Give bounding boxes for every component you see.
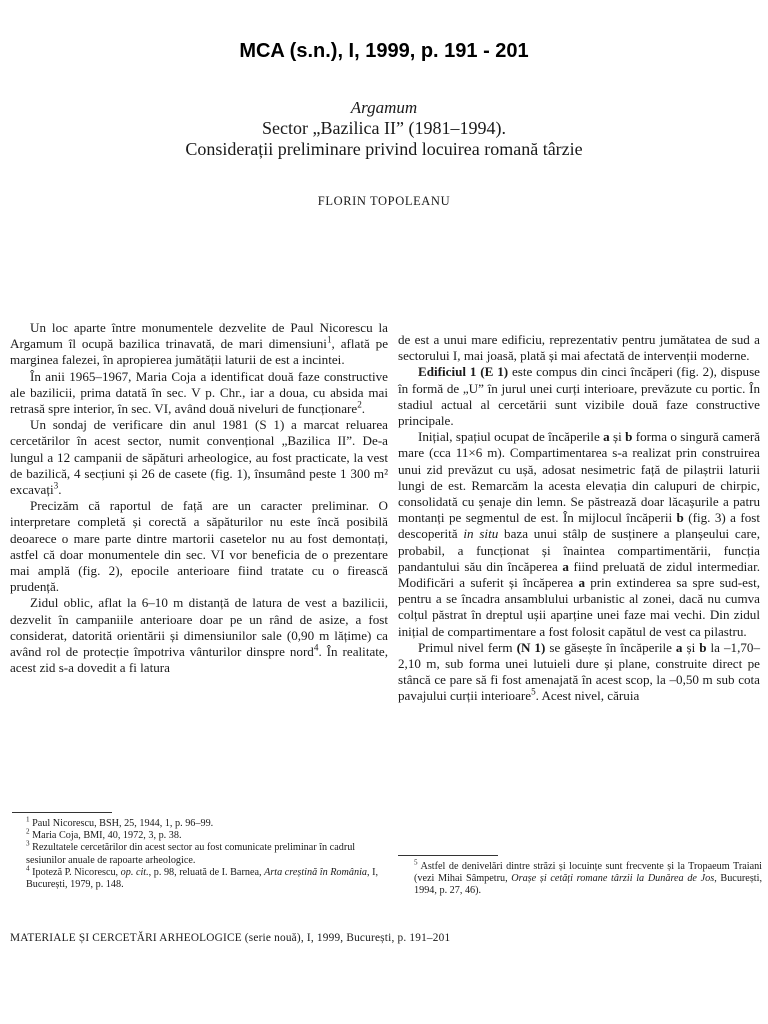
right-column bbox=[398, 332, 760, 705]
footnotes-left bbox=[12, 815, 382, 891]
footnote: $^2$ Maria Coja, BMI, 40, 1972, 3, p. 38. bbox=[26, 827, 182, 842]
paragraph: Precizăm că raportul de față are un caracter preliminar. O interpretare completă și corectă a săpăturilor nu este încă posibilă deoarece o mare parte dintre martorii casetelor nu au fost demontați, astfel că doar monumentele din sec. VI vor beneficia de o prezentare mai amplă (fig. 2), epocile anterioare fiind tratate cu o firească prudență. bbox=[10, 498, 388, 595]
footnote-divider bbox=[12, 812, 112, 813]
paragraph: Primul nivel ferm (N 1) se găsește în încăperile a și b la –1,70–2,10 m, sub forma unei lutuieli dure și plane, construite direct pe stâncă ce pare să fi fost amenajată în acest scop, la –0,50 m sub cota pavajului curții interioare$^5$. Acest nivel, căruia bbox=[398, 639, 761, 704]
article-sector-title: Sector „Bazilica II” (1981–1994). bbox=[262, 118, 506, 138]
article-subtitle: Considerații preliminare privind locuirea romană târzie bbox=[185, 139, 583, 159]
edifice-label: Edificiul 1 (E 1) bbox=[418, 364, 509, 380]
footnote: $^3$ Rezultatele cercetărilor din acest sector au fost comunicate preliminar în cadrul sesiunilor anuale de rapoarte arheologice. bbox=[26, 840, 356, 866]
article-site-title: Argamum bbox=[350, 98, 418, 117]
footnote-ref[interactable]: 4 bbox=[313, 642, 319, 653]
article-title-block bbox=[0, 98, 768, 160]
journal-footer: MATERIALE ȘI CERCETĂRI ARHEOLOGICE (serie nouă), I, 1999, București, p. 191–201 bbox=[10, 932, 451, 944]
paragraph: de est a unui mare edificiu, reprezentativ pentru jumătatea de sud a sectorului I, mai joasă, plată și mai afectată de intervenții moderne. bbox=[398, 332, 760, 364]
footnote: $^5$ Astfel de denivelări dintre străzi și locuințe sunt frecvente și la Tropaeum Traiani (vezi Mihai Sâmpetru, Orașe și cetăți romane târzii la Dunărea de Jos, București, 1994, p. 27, 46). bbox=[414, 858, 763, 897]
citation-header: MCA (s.n.), I, 1999, p. 191 - 201 bbox=[239, 40, 529, 62]
paragraph: Zidul oblic, aflat la 6–10 m distanță de latura de vest a bazilicii, dezvelit în campaniile anterioare doar pe un rând de asize, a fost considerat, datorită orientării și dimensiunilor sale (0,90 m lățime) ca având rol de protecție împotriva vânturilor dinspre nord$^4$. În realitate, acest zid s-a dovedit a fi latura bbox=[10, 595, 388, 676]
footnote-ref[interactable]: 3 bbox=[53, 480, 59, 491]
footnote-divider bbox=[398, 855, 498, 856]
paragraph: Edificiul 1 (E 1) este compus din cinci încăperi (fig. 2), dispuse în formă de „U” în jurul unei curți interioare, prevăzute cu portic. În stadiul actual al cercetării sunt vizibile două faze constructive principale. bbox=[398, 364, 760, 429]
footnote-ref[interactable]: 5 bbox=[531, 687, 536, 698]
footnote: $^4$ Ipoteză P. Nicorescu, op. cit., p. 98, reluată de I. Barnea, Arta creștină în România, I, București, 1979, p. 148. bbox=[26, 864, 379, 891]
paragraph: În anii 1965–1967, Maria Coja a identificat două faze constructive ale bazilicii, prima datată în sec. V p. Chr., iar a doua, cu absida mai retrasă spre interior, în sec. VI, având două niveluri de funcționare$^2$. bbox=[10, 368, 388, 417]
paragraph: Un loc aparte între monumentele dezvelite de Paul Nicorescu la Argamum îl ocupă bazilica trinavată, de mari dimensiuni$^1$, aflată pe marginea falezei, în apropierea jumătății laturii de est a incintei. bbox=[10, 320, 389, 368]
paragraph: Inițial, spațiul ocupat de încăperile a și b forma o singură cameră mare (cca 11×6 m). Compartimentarea s-a realizat prin construirea unui zid prevăzut cu ușă, adosat nesimetric față de pilaștrii laturii lungi de est. Remarcăm la acesta elevația din calupuri de chirpic, consolidată cu șenaje din lemn. Se păstrează doar lăcașurile a patru montanți pe segmentul de est. În mijlocul încăperii b (fig. 3) a fost descoperită in situ baza unui stâlp de susținere a planșeului care, probabil, a funcționat și înaintea compartimentării, funcția pandantului său din încăperea a fiind preluată de zidul intermediar. Modificări a suferit și încăperea a prin extinderea sa spre sud-est, pentru a se încadra ansamblului urbanistic al zonei, dacă nu cumva colțul păstrat în dreptul ușii aparține unei faze mai vechi. Din zidul inițial de compartimentare a fost folosit capătul de vest ca pilastru. bbox=[398, 429, 760, 639]
paragraph: Un sondaj de verificare din anul 1981 (S 1) a marcat reluarea cercetărilor în acest sector, numit convențional „Bazilica II”. De-a lungul a 12 campanii de săpături arheologice, au fost practicate, la vest de bazilică, 4 secțiuni și 26 de casete (fig. 1), însumând peste 1 300 m² excavați$^3$. bbox=[10, 417, 388, 498]
left-column bbox=[10, 320, 388, 676]
footnote: $^1$ Paul Nicorescu, BSH, 25, 1944, 1, p. 96–99. bbox=[26, 815, 214, 829]
footnote-ref[interactable]: 1 bbox=[326, 334, 332, 345]
author-name: FLORIN TOPOLEANU bbox=[317, 194, 451, 208]
footnote-ref[interactable]: 2 bbox=[357, 399, 362, 410]
footnotes-right bbox=[400, 858, 763, 898]
